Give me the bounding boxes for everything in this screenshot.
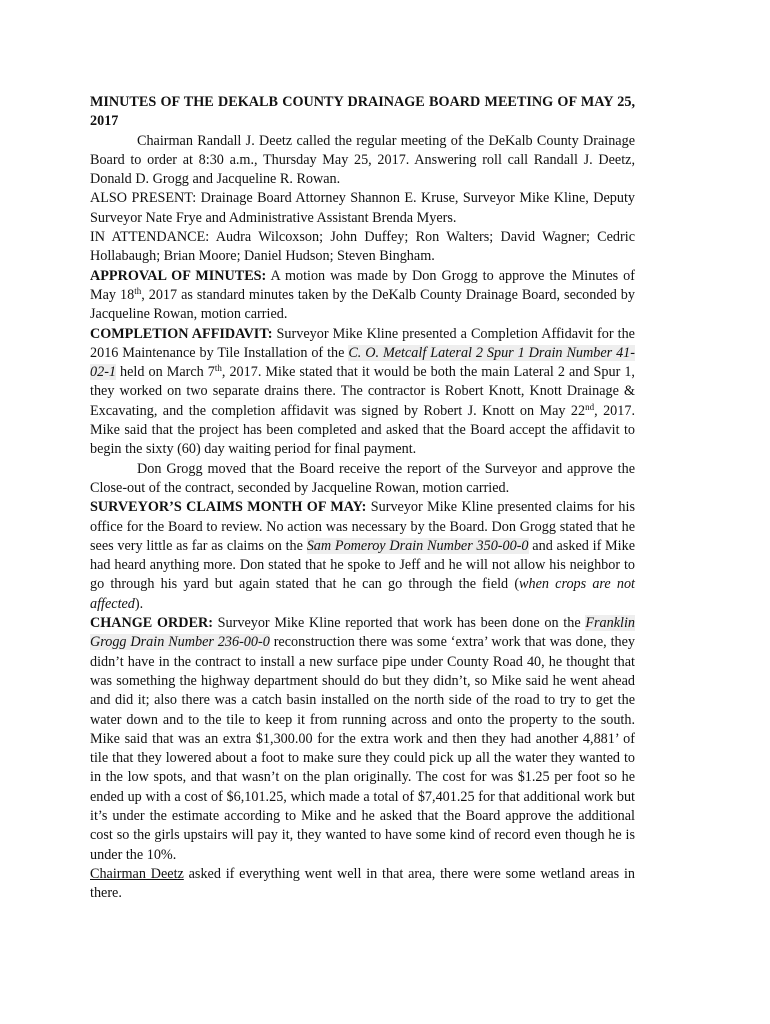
- approval-sup: th: [134, 285, 142, 296]
- minutes-body: [90, 93, 635, 903]
- claims-heading: SURVEYOR’S CLAIMS MONTH OF MAY:: [90, 499, 367, 516]
- approval-paragraph: [90, 267, 635, 325]
- intro-paragraph: Chairman Randall J. Deetz called the regular meeting of the DeKalb County Drainage Board to order at 8:30 a.m., Thursday May 25, 2017. Answering roll call Randall J. Deetz, Donald D. Grogg and Jacqueline R. Rowan.: [90, 132, 635, 188]
- closing-paragraph: [90, 865, 635, 904]
- completion-paragraph: [90, 325, 635, 460]
- completion-text-2: held on March 7: [116, 364, 215, 381]
- change-order-text-1: Surveyor Mike Kline reported that work has been done on the: [212, 615, 586, 632]
- claims-italic-note: when crops are not affected: [90, 576, 635, 612]
- in-attendance-paragraph: IN ATTENDANCE: Audra Wilcoxson; John Duffey; Ron Walters; David Wagner; Cedric Hollabaugh; Brian Moore; Daniel Hudson; Steven Bingham.: [90, 229, 635, 265]
- closing-name: Chairman Deetz: [90, 865, 184, 882]
- claims-drain-name: Sam Pomeroy Drain Number 350-00-0: [306, 537, 529, 554]
- approval-heading: APPROVAL OF MINUTES:: [90, 267, 267, 284]
- change-order-heading: CHANGE ORDER:: [90, 615, 213, 632]
- approval-text-1: A motion was made by Don Grogg to approve the Minutes of May 18: [90, 267, 635, 303]
- change-order-text-2: reconstruction there was some ‘extra’ work that was done, they didn’t have in the contract to install a new surface pipe under County Road 40, he thought that was something the highway department should do but they didn’t, so Mike said he went ahead and did it; also there was a catch basin installed on the north side of the road to try to get the water down and to the tile to keep it from running across and onto the property to the south. Mike said that was an extra $1,300.00 for the extra work and then they had another 4,881’ of tile that they lowered about a foot to make sure they could pick up all the water they wanted to in the low spots, and that wasn’t on the plan originally. The cost for was $1.25 per foot so he ended up with a cost of $6,101.25, which made a total of $7,401.25 for that additional work but it’s under the estimate according to Mike and he asked that the Board approve the additional cost so the girls upstairs will pay it, they wanted to have some kind of record even though he is under the 10%.: [90, 634, 635, 863]
- motion-paragraph: Don Grogg moved that the Board receive the report of the Surveyor and approve the Close-out of the contract, seconded by Jacqueline Rowan, motion carried.: [90, 460, 635, 496]
- completion-sup-1: th: [214, 363, 222, 374]
- also-present-paragraph: ALSO PRESENT: Drainage Board Attorney Shannon E. Kruse, Surveyor Mike Kline, Deputy Surveyor Nate Frye and Administrative Assistant Brenda Myers.: [90, 190, 635, 226]
- approval-text-2: , 2017 as standard minutes taken by the DeKalb County Drainage Board, seconded by Jacqueline Rowan, motion carried.: [90, 286, 635, 323]
- closing-text: asked if everything went well in that area, there were some wetland areas in there.: [90, 865, 635, 902]
- claims-text-3: ).: [134, 595, 144, 612]
- claims-text-2: and asked if Mike had heard anything more. Don stated that he spoke to Jeff and he will not allow his neighbor to go through his yard but again stated that he can go through the field (: [90, 537, 636, 593]
- change-order-paragraph: [90, 614, 635, 865]
- completion-text-1: Surveyor Mike Kline presented a Completion Affidavit for the 2016 Maintenance by Tile Installation of the: [90, 325, 635, 361]
- claims-text-1: Surveyor Mike Kline presented claims for his office for the Board to review. No action was necessary by the Board. Don Grogg stated that he sees very little as far as claims on the: [90, 499, 635, 554]
- change-order-drain-name: Franklin Grogg Drain Number 236-00-0: [90, 615, 635, 651]
- completion-drain-name: C. O. Metcalf Lateral 2 Spur 1 Drain Number 41-02-1: [90, 344, 635, 381]
- completion-text-3: , 2017. Mike stated that it would be both the main Lateral 2 and Spur 1, they worked on two separate drains there. The contractor is Robert Knott, Knott Drainage & Excavating, and the completion affidavit was signed by Robert J. Knott on May 22: [90, 364, 635, 419]
- completion-text-4: , 2017. Mike said that the project has been completed and asked that the Board accept the affidavit to begin the sixty (60) day waiting period for final payment.: [90, 402, 636, 458]
- completion-heading: COMPLETION AFFIDAVIT:: [90, 325, 273, 342]
- document-title: MINUTES OF THE DEKALB COUNTY DRAINAGE BOARD MEETING OF MAY 25, 2017: [90, 94, 635, 130]
- completion-sup-2: nd: [585, 401, 595, 412]
- claims-paragraph: [90, 498, 635, 614]
